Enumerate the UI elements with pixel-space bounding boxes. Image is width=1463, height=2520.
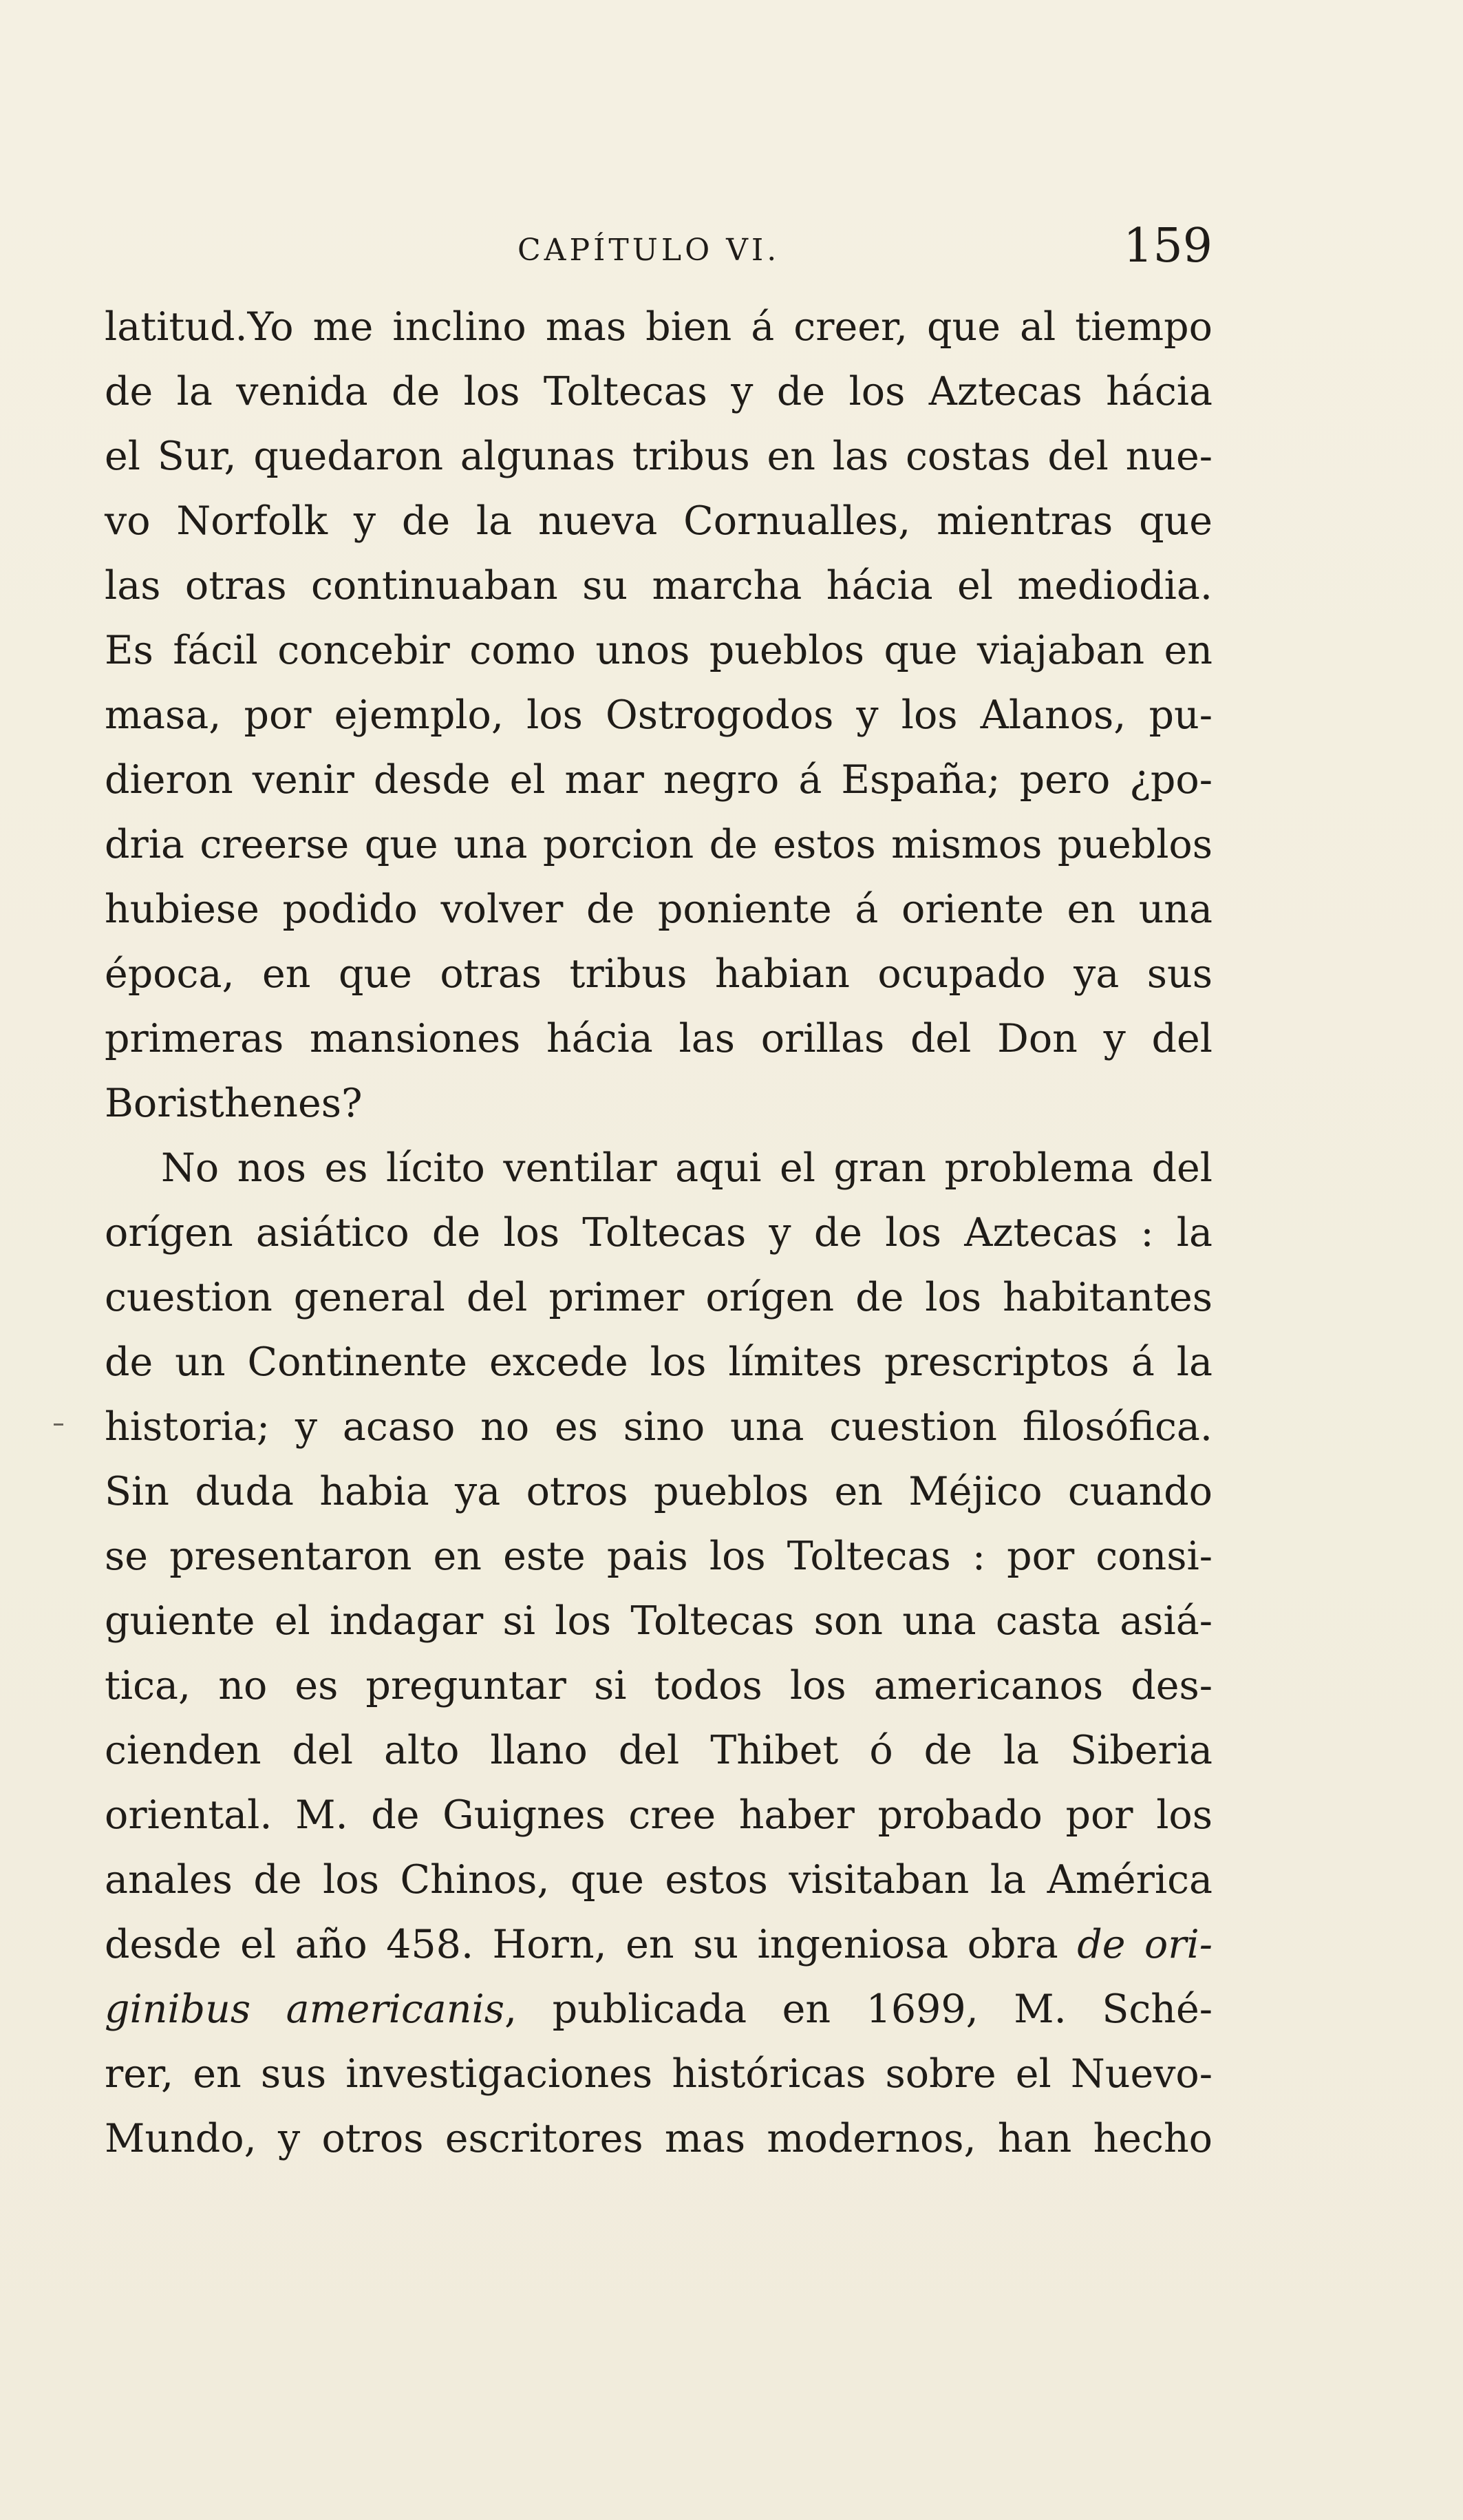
page-number: 159: [1123, 219, 1213, 273]
text-line: oriental. M. de Guignes cree haber probado por los: [105, 1792, 1213, 1838]
text-line-with-italic: [105, 1912, 1213, 1977]
italic-title-segment: de ori-: [1077, 1922, 1213, 1967]
text-line: Mundo, y otros escritores mas modernos, han hecho: [105, 2116, 1213, 2161]
text-line: guiente el indagar si los Toltecas son una casta asiá-: [105, 1598, 1213, 1644]
text-line: Es fácil concebir como unos pueblos que viajaban en: [105, 628, 1213, 673]
text-line: Boristhenes?: [105, 1081, 363, 1126]
text-line: vo Norfolk y de la nueva Cornualles, mientras que: [105, 498, 1213, 544]
paragraph-start-line: No nos es lícito ventilar aqui el gran problema del: [161, 1145, 1213, 1191]
text-line: orígen asiático de los Toltecas y de los Aztecas : la: [105, 1210, 1213, 1256]
text-line: dria creerse que una porcion de estos mismos pueblos: [105, 822, 1213, 867]
text-line: de un Continente excede los límites prescriptos á la: [105, 1340, 1213, 1385]
text-line: época, en que otras tribus habian ocupado ya sus: [105, 951, 1213, 997]
italic-title-segment: ginibus americanis: [105, 1987, 504, 2032]
running-head: CAPÍTULO VI.: [517, 233, 780, 268]
text-line: cuestion general del primer orígen de los habitantes: [105, 1275, 1213, 1320]
text-line: masa, por ejemplo, los Ostrogodos y los Alanos, pu-: [105, 692, 1213, 738]
text-line: hubiese podido volver de poniente á oriente en una: [105, 887, 1213, 932]
text-line: rer, en sus investigaciones históricas sobre el Nuevo-: [105, 2051, 1213, 2097]
text-line: de la venida de los Toltecas y de los Aztecas hácia: [105, 369, 1213, 414]
text-line: latitud.Yo me inclino mas bien á creer, que al tiempo: [105, 304, 1213, 350]
page-header: [105, 219, 1213, 281]
margin-dash-mark: [54, 1423, 63, 1426]
text-segment: desde el año 458. Horn, en su ingeniosa obra: [105, 1922, 1078, 1967]
text-line: las otras continuaban su marcha hácia el mediodia.: [105, 563, 1213, 608]
body-text: [105, 295, 1213, 2171]
text-line: historia; y acaso no es sino una cuestion filosófica.: [105, 1404, 1213, 1450]
text-line: cienden del alto llano del Thibet ó de la Siberia: [105, 1728, 1213, 1773]
text-line-with-italic: [105, 1977, 1213, 2042]
text-line: se presentaron en este pais los Toltecas : por consi-: [105, 1534, 1213, 1579]
text-line: dieron venir desde el mar negro á España; pero ¿po-: [105, 757, 1213, 803]
text-line: primeras mansiones hácia las orillas del Don y del: [105, 1016, 1213, 1061]
text-line: anales de los Chinos, que estos visitaban la América: [105, 1857, 1213, 1903]
text-segment: , publicada en 1699, M. Sché-: [504, 1987, 1213, 2032]
text-line: el Sur, quedaron algunas tribus en las costas del nue-: [105, 434, 1213, 479]
text-line: Sin duda habia ya otros pueblos en Méjico cuando: [105, 1469, 1213, 1514]
text-line: tica, no es preguntar si todos los americanos des-: [105, 1663, 1213, 1708]
